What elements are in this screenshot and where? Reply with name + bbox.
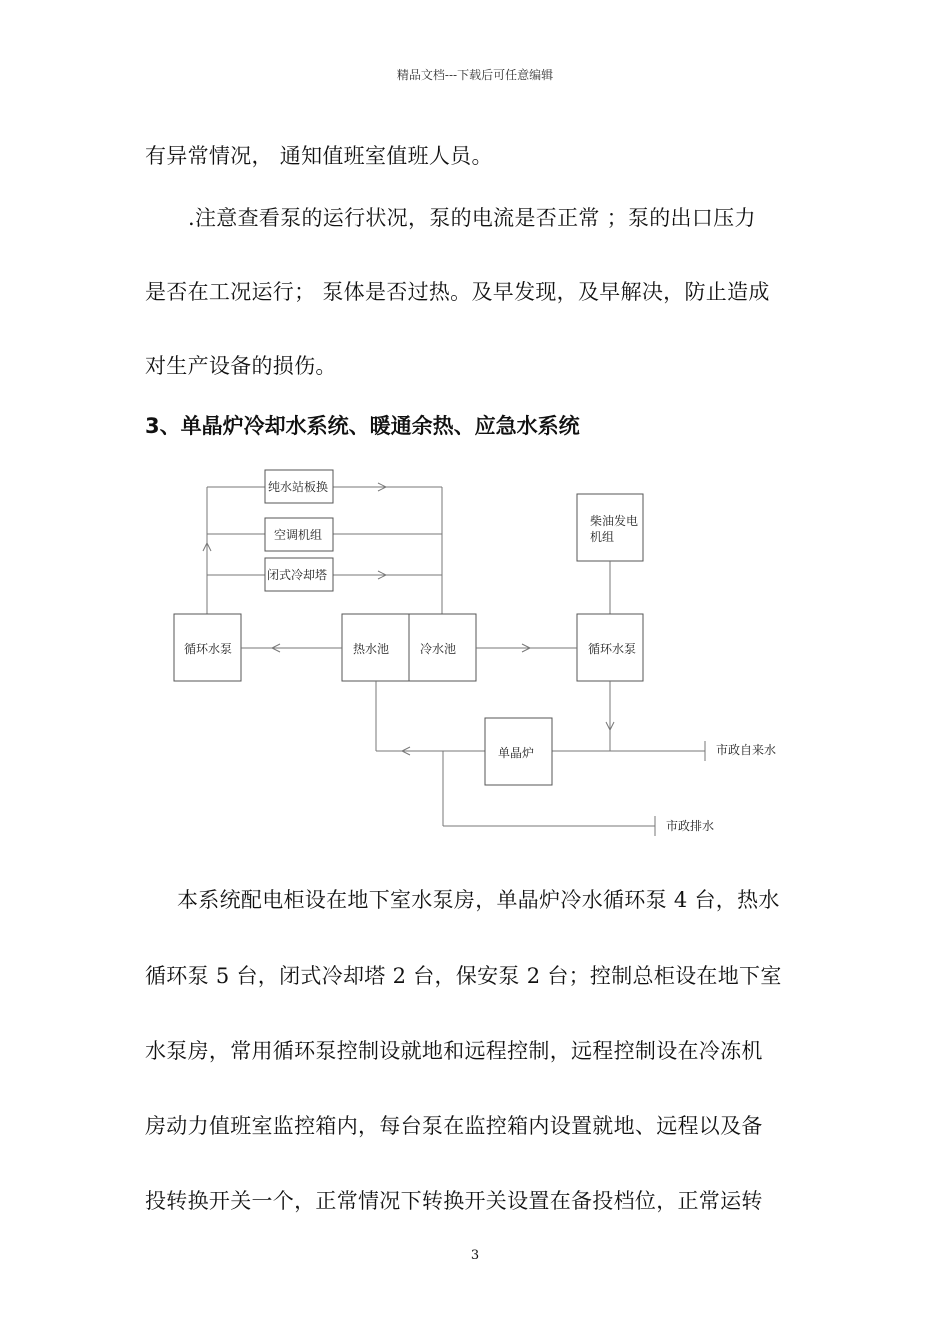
paragraph-line: 水泵房，常用循环泵控制设就地和远程控制，远程控制设在冷冻机: [145, 1039, 763, 1063]
label-diesel-gen: 机组: [590, 530, 615, 544]
label-ac-unit: 空调机组: [274, 528, 323, 542]
paragraph-line: 是否在工况运行； 泵体是否过热。及早发现，及早解决，防止造成: [145, 280, 770, 304]
page-number: 3: [470, 1248, 480, 1263]
paragraph-line: 投转换开关一个，正常情况下转换开关设置在备投档位，正常运转: [145, 1189, 763, 1213]
paragraph-line: 对生产设备的损伤。: [145, 354, 337, 378]
label-tap-water: 市政自来水: [716, 743, 777, 757]
paragraph-line: 有异常情况， 通知值班室值班人员。: [145, 144, 493, 168]
label-diesel-gen: 柴油发电: [590, 514, 639, 528]
paragraph-line: .注意查看泵的运行状况，泵的电流是否正常 ；泵的出口压力: [188, 206, 756, 230]
label-cold-pool: 冷水池: [420, 642, 457, 656]
label-pump-left: 循环水泵: [184, 642, 233, 656]
label-drain: 市政排水: [666, 819, 715, 833]
label-furnace: 单晶炉: [498, 746, 535, 760]
section-heading: 3、单晶炉冷却水系统、暖通余热、应急水系统: [145, 414, 580, 438]
paragraph-line: 房动力值班室监控箱内，每台泵在监控箱内设置就地、远程以及备: [145, 1114, 763, 1138]
label-closed-tower: 闭式冷却塔: [267, 568, 328, 582]
label-pure-water: 纯水站板换: [268, 480, 329, 494]
paragraph-line: 循环泵 5 台，闭式冷却塔 2 台，保安泵 2 台；控制总柜设在地下室: [145, 964, 782, 988]
paragraph-line: 本系统配电柜设在地下室水泵房，单晶炉冷水循环泵 4 台，热水: [177, 888, 780, 912]
label-pump-right: 循环水泵: [588, 642, 637, 656]
label-hot-pool: 热水池: [353, 642, 390, 656]
page-header: 精品文档---下载后可任意编辑: [396, 68, 554, 82]
